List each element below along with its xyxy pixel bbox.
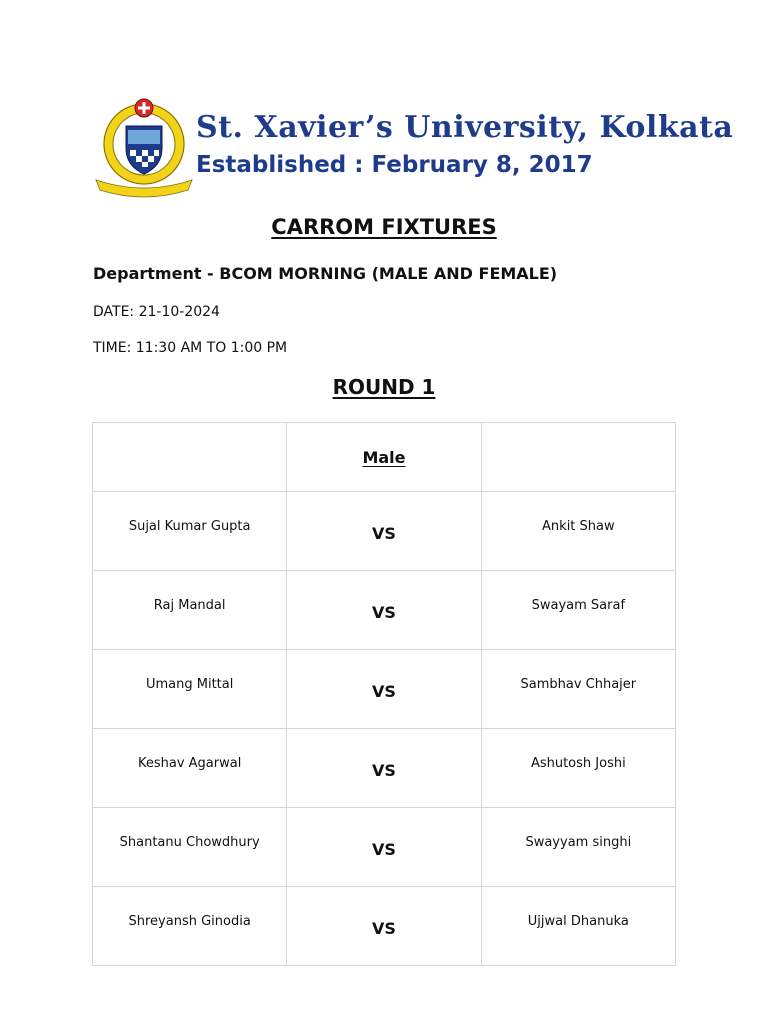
fixtures-table [92, 422, 676, 966]
letterhead [92, 96, 734, 200]
vs-cell: VS [287, 571, 481, 650]
header-cell-group [287, 423, 481, 492]
header-cell-empty-right [481, 423, 675, 492]
player1-cell: Shantanu Chowdhury [93, 808, 287, 887]
page-title: CARROM FIXTURES [271, 215, 497, 239]
group-header-male: Male [362, 447, 406, 467]
fixtures-table-body [93, 423, 676, 966]
table-row [93, 571, 676, 650]
player2-cell: Ankit Shaw [481, 492, 675, 571]
player2-cell: Sambhav Chhajer [481, 650, 675, 729]
vs-cell: VS [287, 887, 481, 966]
university-name: St. Xavier’s University, Kolkata [196, 110, 734, 145]
table-header-row [93, 423, 676, 492]
player2-cell: Swayyam singhi [481, 808, 675, 887]
round-title: ROUND 1 [332, 375, 436, 399]
vs-cell: VS [287, 808, 481, 887]
player2-cell: Ashutosh Joshi [481, 729, 675, 808]
player1-cell: Sujal Kumar Gupta [93, 492, 287, 571]
player2-cell: Swayam Saraf [481, 571, 675, 650]
vs-cell: VS [287, 650, 481, 729]
player1-cell: Umang Mittal [93, 650, 287, 729]
table-row [93, 808, 676, 887]
player1-cell: Keshav Agarwal [93, 729, 287, 808]
vs-cell: VS [287, 729, 481, 808]
header-cell-empty-left [93, 423, 287, 492]
university-seal-icon [92, 96, 196, 200]
table-row [93, 650, 676, 729]
table-row [93, 729, 676, 808]
player1-cell: Raj Mandal [93, 571, 287, 650]
department-line: Department - BCOM MORNING (MALE AND FEMALE) [93, 264, 558, 283]
vs-cell: VS [287, 492, 481, 571]
player1-cell: Shreyansh Ginodia [93, 887, 287, 966]
date-line: DATE: 21-10-2024 [93, 304, 220, 320]
table-row [93, 492, 676, 571]
player2-cell: Ujjwal Dhanuka [481, 887, 675, 966]
established-date: Established : February 8, 2017 [196, 152, 593, 178]
time-line: TIME: 11:30 AM TO 1:00 PM [93, 340, 288, 356]
table-row [93, 887, 676, 966]
